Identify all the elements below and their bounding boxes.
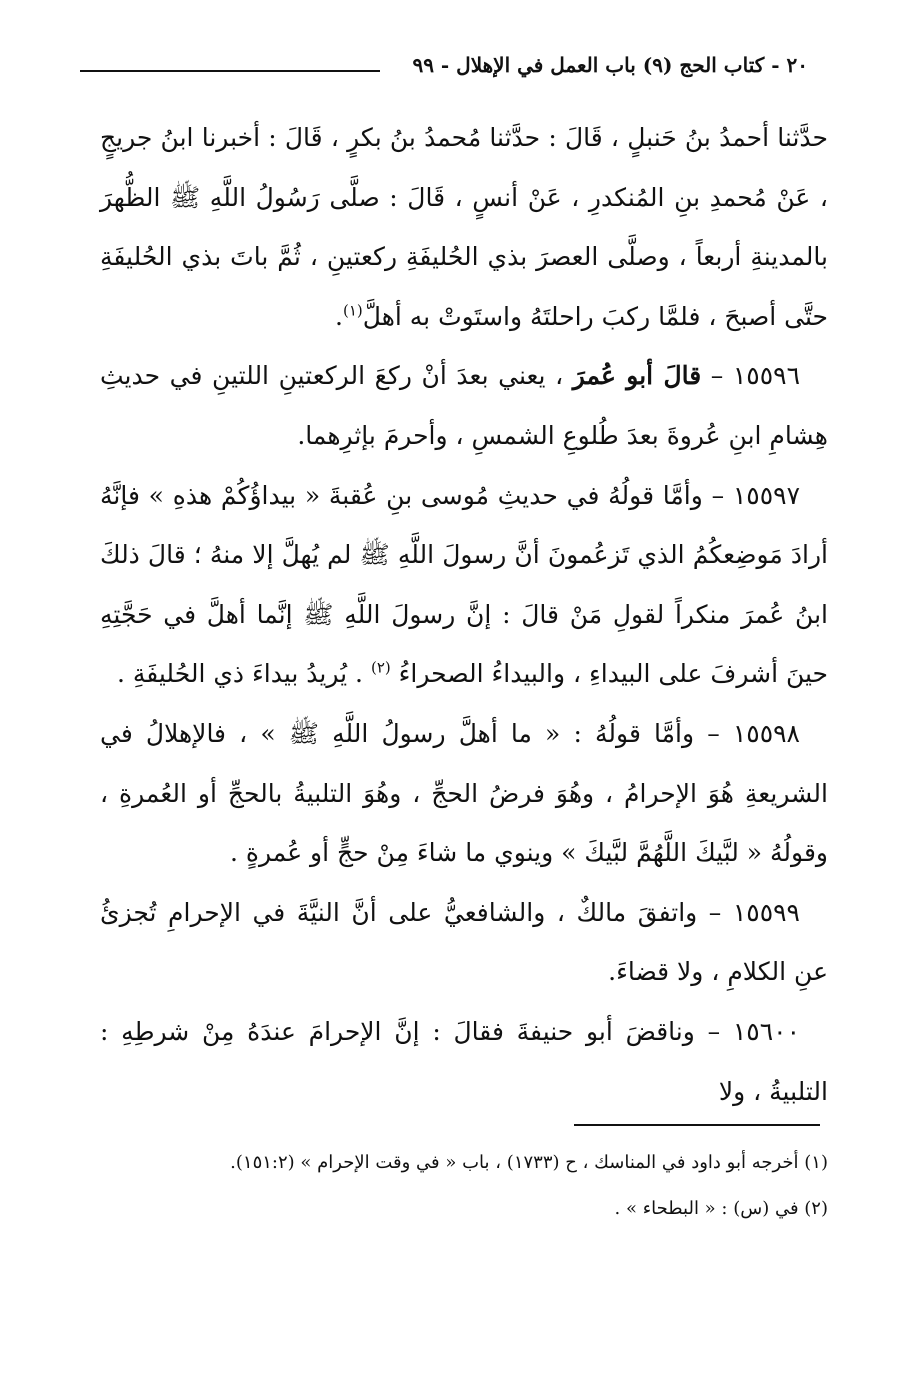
speaker-name: قالَ أبو عُمرَ <box>572 361 702 391</box>
paragraph <box>100 1002 828 1121</box>
paragraph-number: ١٥٥٩٧ – <box>702 480 800 510</box>
running-title: ٢٠ - كتاب الحج (٩) باب العمل في الإهلال - ٩٩ <box>412 53 808 77</box>
footnote: (١) أخرجه أبو داود في المناسك ، ح (١٧٣٣) ، باب « في وقت الإحرام » (١٥١:٢). <box>230 1152 828 1173</box>
paragraph <box>100 466 828 704</box>
footnote-reference: (١) <box>342 301 363 320</box>
paragraph-text: وناقضَ أبو حنيفةَ فقالَ : إنَّ الإحرامَ عندَهُ مِنْ شرطِهِ : التلبيةُ ، ولا <box>100 1016 828 1106</box>
paragraph-text: ، يعني بعدَ أنْ ركعَ الركعتينِ اللتينِ في حديثِ هِشامِ ابنِ عُروةَ بعدَ طُلوعِ الشمسِ ، وأحرمَ بإثرِهما. <box>100 361 828 450</box>
paragraph <box>100 108 828 346</box>
paragraph <box>100 346 828 465</box>
footnote-reference: (٢) <box>370 659 391 678</box>
footnotes <box>100 1140 828 1232</box>
footnote: (٢) في (س) : « البطحاء » . <box>614 1198 828 1219</box>
paragraph-text: . <box>335 301 343 331</box>
paragraph-text: وأمَّا قولُهُ في حديثِ مُوسى بنِ عُقبةَ « بيداؤُكُمْ هذهِ » فإنَّهُ أرادَ مَوضِعكُمُ الذي تَزعُمونَ أنَّ رسولَ اللَّهِ ﷺ لم يُهلَّ إلا منهُ ؛ قالَ ذلكَ ابنُ عُمرَ منكراً لقولِ مَنْ قالَ : إنَّ رسولَ اللَّهِ ﷺ إنَّما أهلَّ في حَجَّتِهِ حينَ أشرفَ على البيداءِ ، والبيداءُ الصحراءُ <box>100 480 828 689</box>
paragraph-text: واتفقَ مالكٌ ، والشافعيُّ على أنَّ النيَّةَ في الإحرامِ تُجزئُ عنِ الكلامِ ، ولا قضاءَ. <box>100 897 828 987</box>
paragraph-text: حدَّثنا أحمدُ بنُ حَنبلٍ ، قَالَ : حدَّثنا مُحمدُ بنُ بكرٍ ، قَالَ : أخبرنا ابنُ جريجٍ ، عَنْ مُحمدِ بنِ المُنكدرِ ، عَنْ أنسٍ ، قَالَ : صلَّى رَسُولُ اللَّهِ ﷺ الظُّهرَ بالمدينةِ أربعاً ، وصلَّى العصرَ بذي الحُليفَةِ ركعتينِ ، ثُمَّ باتَ بذي الحُليفَةِ حتَّى أصبحَ ، فلمَّا ركبَ راحلتَهُ واستَوتْ به أهلَّ <box>100 123 828 331</box>
paragraph-text: وأمَّا قولُهُ : « ما أهلَّ رسولُ اللَّهِ ﷺ » ، فالإهلالُ في الشريعةِ هُوَ الإحرامُ ، وهُوَ فرضُ الحجِّ ، وهُوَ التلبيةُ بالحجِّ أو العُمرةِ ، وقولُهُ « لبَّيكَ اللَّهُمَّ لبَّيكَ » وينوي ما شاءَ مِنْ حجٍّ أو عُمرةٍ . <box>100 718 828 868</box>
paragraph-number: ١٥٥٩٨ – <box>694 718 800 748</box>
paragraph-number: ١٥٦٠٠ – <box>694 1016 800 1046</box>
main-text <box>100 108 828 1121</box>
paragraph <box>100 883 828 1002</box>
footnote-separator <box>574 1124 820 1126</box>
paragraph-number: ١٥٥٩٩ – <box>697 897 800 927</box>
paragraph-number: ١٥٥٩٦ – <box>701 361 800 391</box>
header-rule <box>80 70 380 72</box>
paragraph <box>100 704 828 883</box>
page-header <box>80 52 820 92</box>
paragraph-text: . يُريدُ بيداءَ ذي الحُليفَةِ . <box>116 659 371 689</box>
